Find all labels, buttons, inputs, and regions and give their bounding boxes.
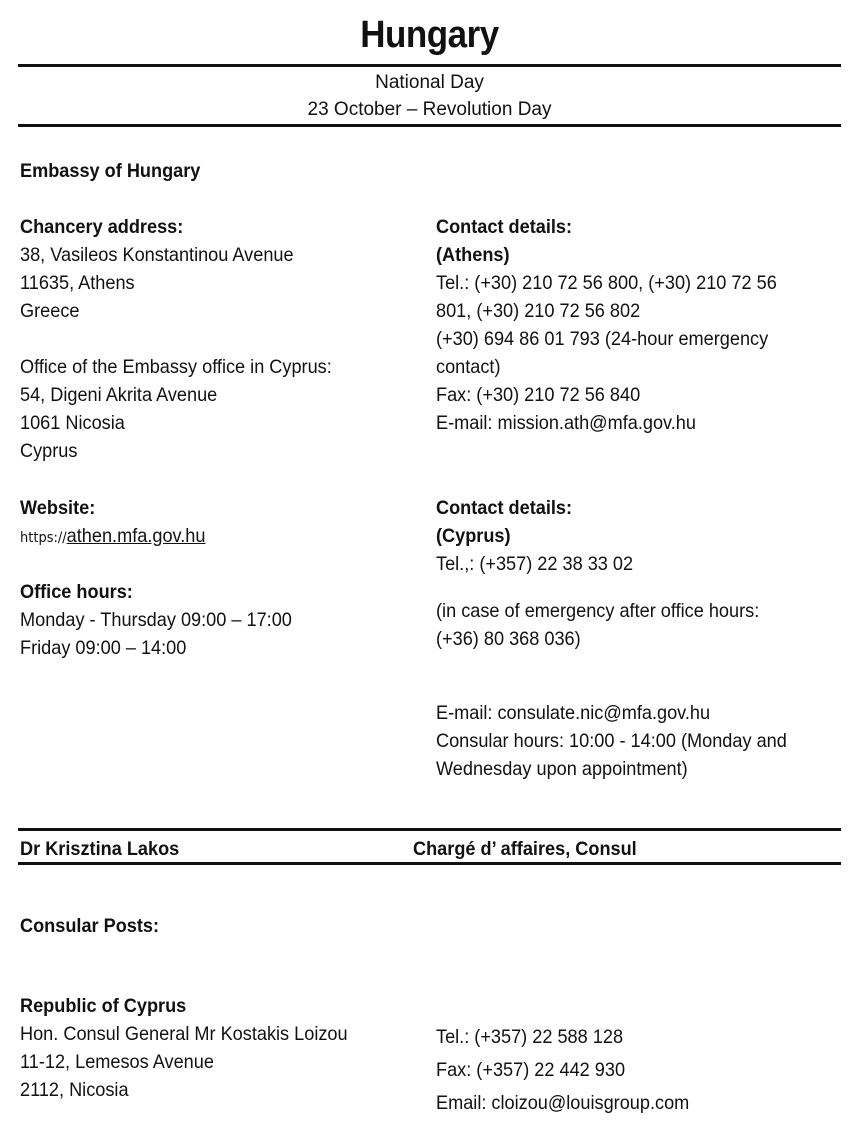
consular-post (20, 992, 348, 1104)
consular-hours-line: Consular hours: 10:00 - 14:00 (Monday and (436, 730, 787, 752)
contact-tel: Tel.,: (+357) 22 38 33 02 (436, 553, 634, 575)
emergency-line: (in case of emergency after office hours: (436, 600, 760, 622)
divider (18, 862, 841, 865)
subtitle: National Day (375, 72, 484, 93)
post-contact-line: Tel.: (+357) 22 588 128 (436, 1026, 624, 1048)
consular-posts-label: Consular Posts: (20, 915, 160, 937)
consular-post-contact (436, 1021, 689, 1120)
cyprus-office-address (20, 353, 332, 465)
office-hours-section (20, 578, 292, 662)
post-address-line: Hon. Consul General Mr Kostakis Loizou (20, 1023, 348, 1045)
contact-line: contact) (436, 356, 501, 378)
consulate-contact (436, 699, 787, 783)
website-prefix: https:// (20, 530, 67, 546)
page-title: Hungary (360, 14, 499, 56)
contact-line: Tel.: (+30) 210 72 56 800, (+30) 210 72 56 (436, 272, 777, 294)
address-line: Greece (20, 300, 80, 322)
staff-title: Chargé d’ affaires, Consul (413, 838, 637, 860)
contact-cyprus (436, 494, 633, 578)
divider (18, 124, 841, 127)
chancery-address (20, 213, 294, 325)
post-address-line: 11-12, Lemesos Avenue (20, 1051, 214, 1073)
chancery-label: Chancery address: (20, 216, 184, 238)
address-line: 54, Digeni Akrita Avenue (20, 384, 218, 406)
embassy-name: Embassy of Hungary (20, 160, 201, 182)
contact-sublabel: (Athens) (436, 244, 510, 266)
divider (18, 64, 841, 67)
contact-sublabel: (Cyprus) (436, 525, 511, 547)
national-day: 23 October – Revolution Day (307, 99, 552, 120)
contact-label: Contact details: (436, 216, 573, 238)
divider (18, 828, 841, 831)
post-contact-line: Fax: (+357) 22 442 930 (436, 1059, 626, 1081)
post-country: Republic of Cyprus (20, 995, 187, 1017)
contact-label: Contact details: (436, 497, 573, 519)
website-section (20, 494, 205, 552)
address-line: 11635, Athens (20, 272, 135, 294)
post-contact-line: Email: cloizou@louisgroup.com (436, 1092, 690, 1114)
office-hours-line: Friday 09:00 – 14:00 (20, 637, 187, 659)
office-hours-label: Office hours: (20, 581, 133, 603)
office-hours-line: Monday - Thursday 09:00 – 17:00 (20, 609, 292, 631)
address-line: 1061 Nicosia (20, 412, 125, 434)
post-address-line: 2112, Nicosia (20, 1079, 129, 1101)
contact-line: Fax: (+30) 210 72 56 840 (436, 384, 641, 406)
cyprus-office-label: Office of the Embassy office in Cyprus: (20, 356, 332, 378)
website-link[interactable]: athen.mfa.gov.hu (66, 525, 206, 547)
contact-line: 801, (+30) 210 72 56 802 (436, 300, 641, 322)
website-label: Website: (20, 497, 96, 519)
staff-name: Dr Krisztina Lakos (20, 838, 180, 860)
address-line: 38, Vasileos Konstantinou Avenue (20, 244, 294, 266)
contact-line: (+30) 694 86 01 793 (24-hour emergency (436, 328, 769, 350)
contact-athens (436, 213, 777, 437)
consular-hours-line: Wednesday upon appointment) (436, 758, 688, 780)
contact-line: E-mail: mission.ath@mfa.gov.hu (436, 412, 696, 434)
contact-email: E-mail: consulate.nic@mfa.gov.hu (436, 702, 711, 724)
emergency-contact (436, 597, 759, 653)
address-line: Cyprus (20, 440, 78, 462)
emergency-line: (+36) 80 368 036) (436, 628, 581, 650)
